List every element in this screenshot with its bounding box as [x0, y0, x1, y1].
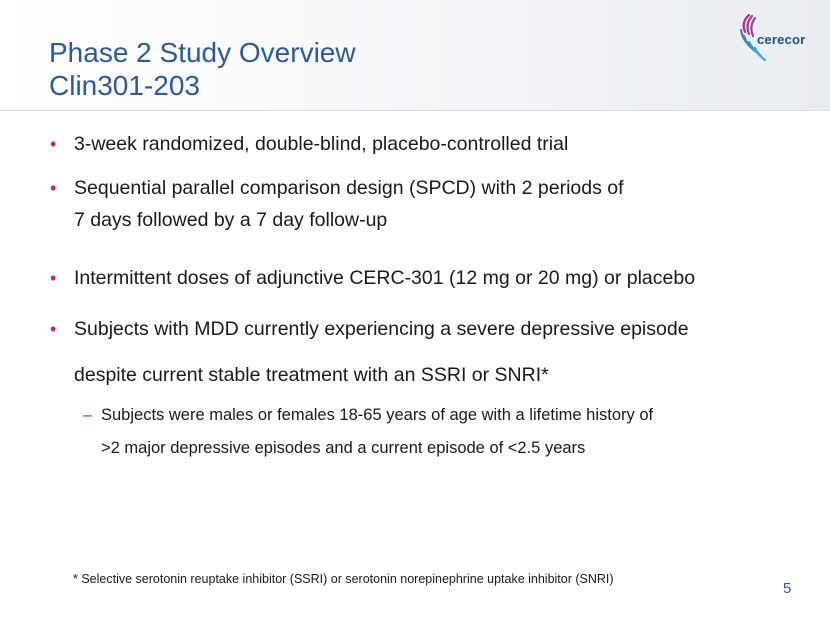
logo-wordmark: cerecor	[757, 32, 806, 47]
sub-bullet-text-line: >2 major depressive episodes and a current episode of <2.5 years	[101, 439, 586, 457]
title-line-2: Clin301-203	[49, 70, 200, 101]
footnote: * Selective serotonin reuptake inhibitor (SSRI) or serotonin norepinephrine uptake inhibitor (SNRI)	[73, 572, 614, 586]
bullet-text: 3-week randomized, double-blind, placebo-controlled trial	[74, 133, 569, 155]
header-divider	[0, 110, 830, 111]
bullet-text-line: Subjects with MDD currently experiencing a severe depressive episode	[74, 318, 689, 340]
slide-title	[49, 36, 356, 102]
bullet-text	[74, 174, 624, 234]
page-number: 5	[783, 580, 792, 597]
bullet-text-line: Sequential parallel comparison design (SPCD) with 2 periods of	[74, 177, 624, 199]
bullet-text-line: 7 days followed by a 7 day follow-up	[74, 209, 388, 231]
bullet-text	[74, 315, 689, 389]
bullet-marker: •	[50, 178, 57, 198]
sub-bullet-marker: –	[83, 406, 93, 424]
bullet-text-line: despite current stable treatment with an SSRI or SNRI*	[74, 364, 549, 386]
title-line-1: Phase 2 Study Overview	[49, 37, 356, 68]
bullet-marker: •	[50, 268, 57, 288]
bullet-text: Intermittent doses of adjunctive CERC-301 (12 mg or 20 mg) or placebo	[74, 267, 696, 289]
bullet-marker: •	[50, 319, 57, 339]
bullet-marker: •	[50, 134, 57, 154]
sub-bullet-text-line: Subjects were males or females 18-65 years of age with a lifetime history of	[101, 406, 654, 424]
